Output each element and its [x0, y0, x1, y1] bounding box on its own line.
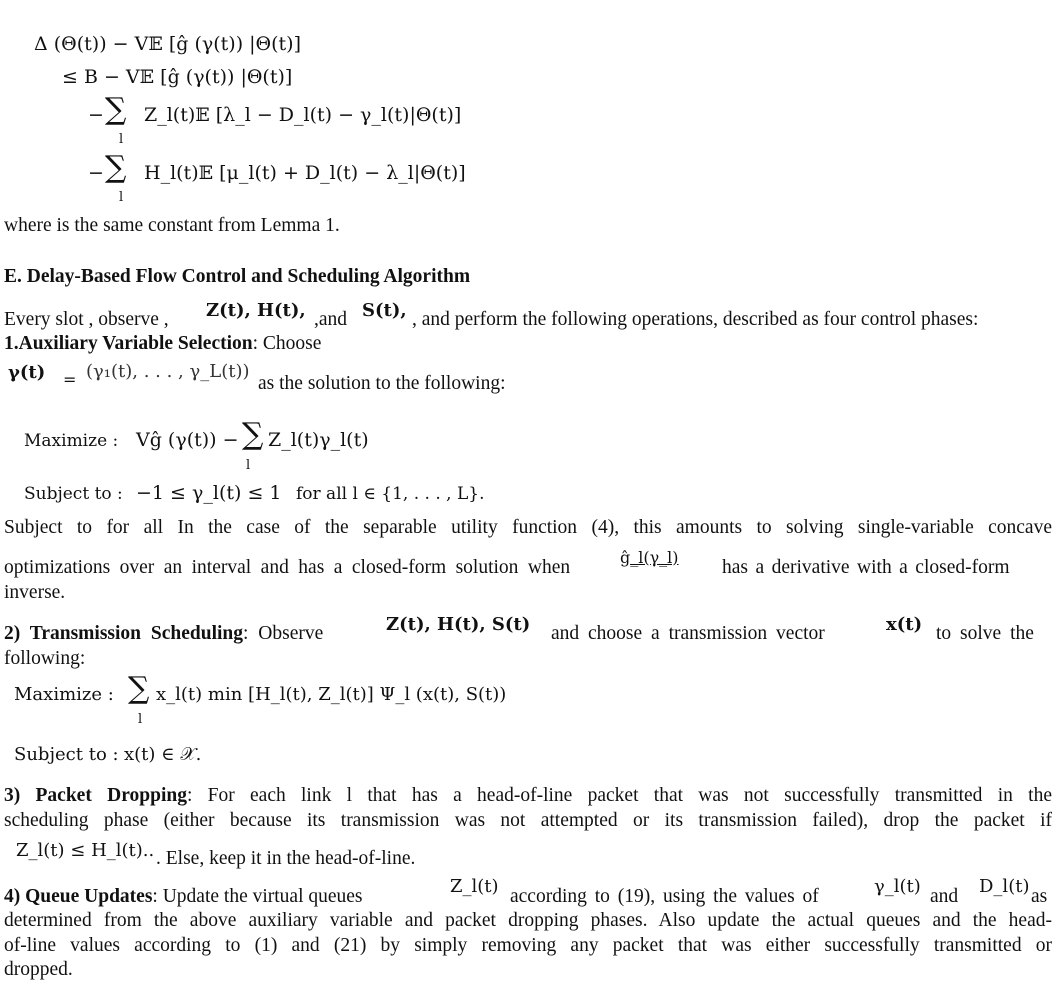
phase4-line-1b: according to (19), using the values of	[510, 886, 819, 907]
every-slot-text-3: , and perform the following operations, described as four control phases:	[412, 309, 979, 330]
phase3-line1-rest: : For each link l that has a head-of-line packet that was not successfully transmitted in the	[186, 785, 1052, 806]
gamma-equals: =	[63, 370, 77, 389]
section-heading: E. Delay-Based Flow Control and Scheduling Algorithm	[4, 266, 471, 287]
phase3-line-1	[4, 784, 1052, 808]
summation-symbol: ∑	[105, 92, 127, 127]
phase2-math-1: Z(t), H(t), S(t)	[386, 614, 531, 635]
phase4-line-3: of-line values according to (1) and (21) by simply removing any packet that was either successfully transmitted or	[4, 935, 1052, 956]
every-slot-math-1: Z(t), H(t),	[206, 300, 306, 321]
phase1-after: : Choose	[252, 333, 322, 354]
phase2-heading-line	[4, 622, 323, 646]
phase4-line-2: determined from the above auxiliary variable and packet dropping phases. Also update the actual queues and the head-	[4, 910, 1052, 931]
summation-index: l	[246, 458, 251, 473]
phase4-math-1: Z_l(t)	[450, 876, 499, 897]
phase1-paragraph-line-2b: has a derivative with a closed-form	[722, 557, 1010, 578]
phase1-paragraph-line-1: Subject to for all In the case of the separable utility function (4), this amounts to solving single-variable concave	[4, 517, 1052, 538]
where-text: where is the same constant from Lemma 1.	[4, 215, 340, 236]
summation-symbol: ∑	[242, 417, 264, 452]
every-slot-text-2: ,and	[314, 309, 348, 330]
phase1-heading-line	[4, 332, 321, 356]
phase4-line-1c: and	[930, 886, 959, 907]
phase1-title: 1.Auxiliary Variable Selection	[4, 333, 253, 354]
phase1-paragraph-line-2a: optimizations over an interval and has a closed-form solution when	[4, 557, 571, 578]
subject-forall: for all l ∈ {1, . . . , L}.	[296, 484, 485, 504]
summation-index: l	[138, 712, 143, 727]
subject-label: Subject to :	[24, 484, 123, 504]
phase4-math-2: γ_l(t)	[874, 876, 921, 897]
phase1-paragraph-line-3: inverse.	[4, 582, 66, 603]
phase2-line-2: following:	[4, 648, 86, 669]
phase4-line1a-text: : Update the virtual queues	[152, 886, 363, 907]
phase2-end: to solve the	[936, 623, 1034, 644]
phase1-paragraph-math: ĝ_l(γ_l)	[620, 548, 679, 567]
phase2-mid: and choose a transmission vector	[551, 623, 825, 644]
phase3-math: Z_l(t) ≤ H_l(t)..	[16, 840, 155, 861]
gamma-lhs: γ(t)	[8, 362, 46, 383]
summation-symbol: ∑	[128, 671, 150, 706]
phase4-line-4: dropped.	[4, 959, 73, 980]
summation-index: l	[119, 190, 124, 205]
phase3-after: . Else, keep it in the head-of-line.	[156, 848, 416, 869]
maximize-expr-b: Z_l(t)γ_l(t)	[268, 429, 369, 451]
phase4-line-1a	[4, 885, 363, 909]
maximize-label: Maximize :	[24, 431, 119, 451]
every-slot-math-2: S(t),	[362, 300, 407, 321]
phase2-subject-label: Subject to :	[14, 744, 119, 765]
subject-expr: −1 ≤ γ_l(t) ≤ 1	[136, 482, 282, 504]
phase2-maximize-label: Maximize :	[14, 684, 114, 705]
phase4-math-3: D_l(t)	[979, 876, 1030, 897]
every-slot-text-1: Every slot , observe ,	[4, 309, 169, 330]
phase2-title: 2) Transmission Scheduling	[4, 623, 244, 644]
phase2-after: : Observe	[243, 623, 324, 644]
phase2-math-2: x(t)	[886, 614, 923, 635]
equation-line-1: Δ (Θ(t)) − V𝔼 [ĝ (γ(t)) |Θ(t)]	[34, 33, 302, 55]
equation-line-4-minus: −	[88, 162, 104, 184]
equation-line-4: H_l(t)𝔼 [μ_l(t) + D_l(t) − λ_l|Θ(t)]	[144, 162, 466, 184]
phase4-title: 4) Queue Updates	[4, 886, 153, 907]
maximize-expr-a: Vĝ (γ(t)) −	[136, 429, 239, 451]
summation-index: l	[119, 132, 124, 147]
phase4-line-1d: as	[1031, 886, 1048, 907]
gamma-rhs: (γ₁(t), . . . , γ_L(t))	[86, 361, 250, 382]
phase3-title: 3) Packet Dropping	[4, 785, 187, 806]
summation-symbol: ∑	[105, 150, 127, 185]
phase3-line-2: scheduling phase (either because its transmission was not attempted or its transmission failed), drop the packet if	[4, 810, 1052, 831]
equation-line-2: ≤ B − V𝔼 [ĝ (γ(t)) |Θ(t)]	[62, 66, 293, 88]
phase2-subject-expr: x(t) ∈ 𝒳.	[124, 744, 202, 765]
phase2-maximize-expr: x_l(t) min [H_l(t), Z_l(t)] Ψ_l (x(t), S(t))	[156, 684, 507, 705]
gamma-after: as the solution to the following:	[258, 373, 506, 394]
equation-line-3: Z_l(t)𝔼 [λ_l − D_l(t) − γ_l(t)|Θ(t)]	[144, 104, 462, 126]
equation-line-3-minus: −	[88, 104, 104, 126]
